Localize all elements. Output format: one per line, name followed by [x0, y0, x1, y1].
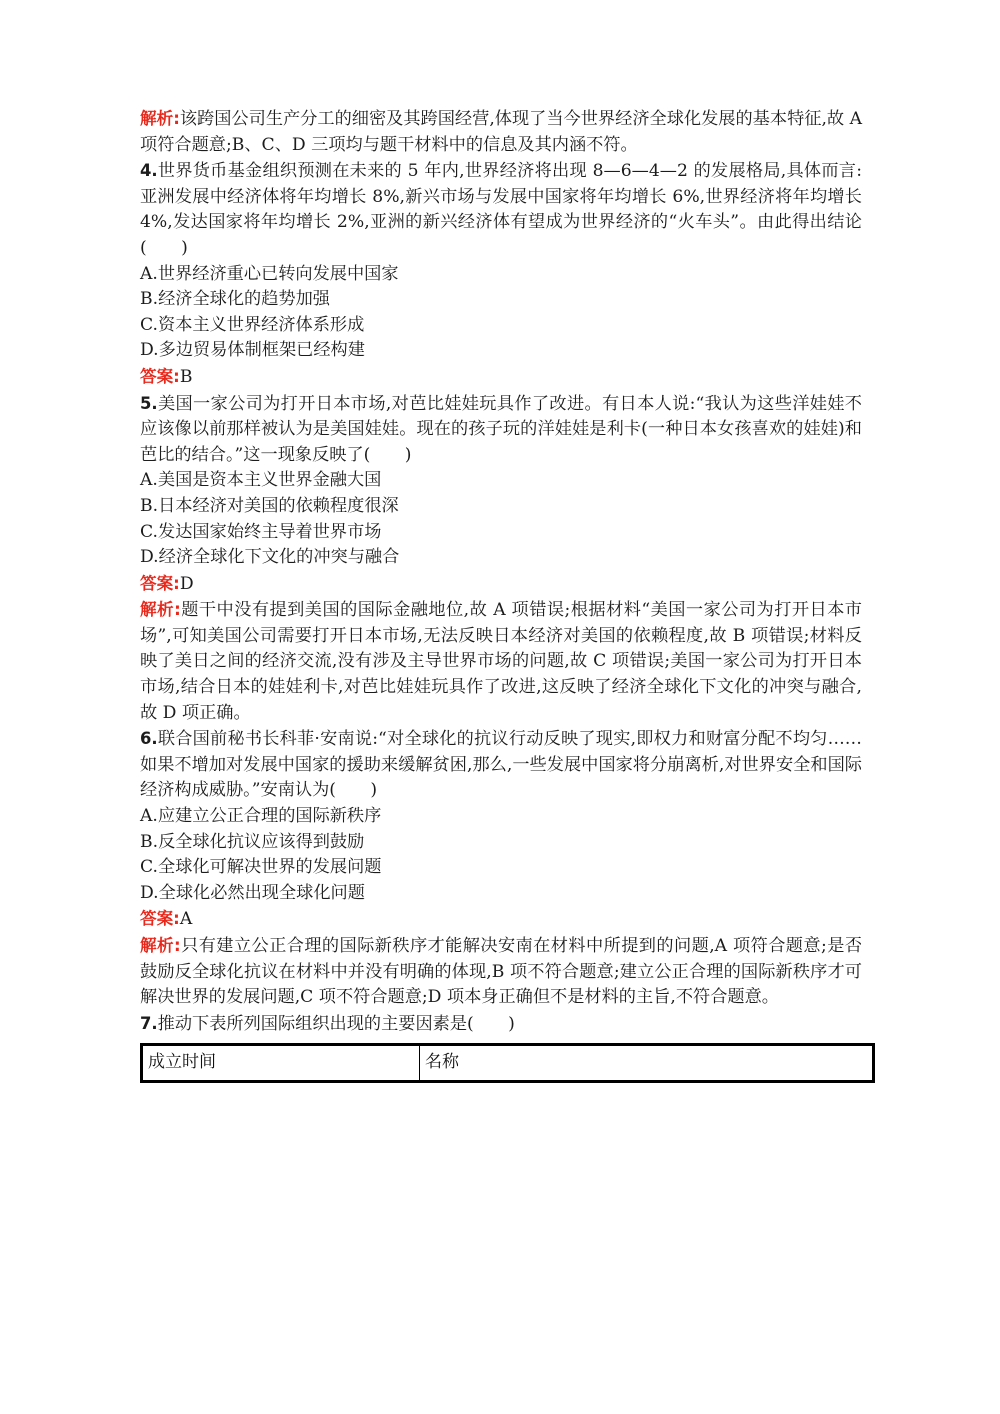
question-7-stem [140, 1011, 862, 1038]
question-7-number: 7. [140, 1013, 158, 1033]
question-6-option-a[interactable]: A.应建立公正合理的国际新秩序 [140, 806, 382, 827]
analysis-label: 解析: [140, 600, 181, 620]
analysis-text-q6: 只有建立公正合理的国际新秩序才能解决安南在材料中所提到的问题,A 项符合题意;是否鼓励反全球化抗议在材料中并没有明确的体现,B 项不符合题意;建立公正合理的国际新秩序才可解决世界的发展问题,C 项不符合题意;D 项本身正确但不是材料的主旨,不符合题意。 [140, 936, 863, 1008]
analysis-paragraph-q6 [140, 933, 862, 1011]
question-6-stem-text: 联合国前秘书长科菲·安南说:“对全球化的抗议行动反映了现实,即权力和财富分配不均匀……如果不增加对发展中国家的援助来缓解贫困,那么,一些发展中国家将分崩离析,对世界安全和国际经济构成威胁。”安南认为( ) [140, 729, 862, 801]
question-4-stem [140, 158, 862, 261]
answer-label: 答案: [140, 909, 180, 929]
question-6-stem [140, 726, 862, 804]
analysis-text-q3: 该跨国公司生产分工的细密及其跨国经营,体现了当今世界经济全球化发展的基本特征,故 A 项符合题意;B、C、D 三项均与题干材料中的信息及其内涵不符。 [140, 109, 862, 155]
question-6-option-c[interactable]: C.全球化可解决世界的发展问题 [140, 857, 382, 878]
question-4-number: 4. [140, 161, 158, 181]
table-header-row [142, 1045, 874, 1082]
question-5-stem-text: 美国一家公司为打开日本市场,对芭比娃娃玩具作了改进。有日本人说:“我认为这些洋娃娃不应该像以前那样被认为是美国娃娃。现在的孩子玩的洋娃娃是利卡(一种日本女孩喜欢的娃娃)和芭比的结合。”这一现象反映了( ) [140, 393, 862, 465]
table-header-organization-name: 名称 [420, 1045, 874, 1082]
question-5-option-d[interactable]: D.经济全球化下文化的冲突与融合 [140, 547, 400, 568]
question-4-option-b[interactable]: B.经济全球化的趋势加强 [140, 289, 330, 310]
question-5-option-a[interactable]: A.美国是资本主义世界金融大国 [140, 470, 382, 491]
question-4-option-c[interactable]: C.资本主义世界经济体系形成 [140, 314, 365, 335]
answer-label: 答案: [140, 573, 180, 593]
question-6-number: 6. [140, 729, 158, 749]
international-organizations-table-wrap [140, 1043, 848, 1083]
question-4-answer-letter: B [179, 366, 193, 387]
question-7-stem-text: 推动下表所列国际组织出现的主要因素是( ) [157, 1013, 515, 1034]
question-5-answer [140, 571, 862, 598]
question-6-answer [140, 906, 862, 933]
analysis-paragraph-q3 [140, 106, 862, 158]
analysis-label: 解析: [140, 109, 180, 128]
international-organizations-table [140, 1043, 875, 1083]
question-5-number: 5. [140, 393, 158, 413]
analysis-text-q5: 题干中没有提到美国的国际金融地位,故 A 项错误;根据材料“美国一家公司为打开日本市场”,可知美国公司需要打开日本市场,无法反映日本经济对美国的依赖程度,故 B 项错误;材料反映了美日之间的经济交流,没有涉及主导世界市场的问题,故 C 项错误;美国一家公司为打开日本市场,结合日本的娃娃利卡,对芭比娃娃玩具作了改进,这反映了经济全球化下文化的冲突与融合,故 D 项正确。 [140, 600, 862, 723]
question-4-option-a[interactable]: A.世界经济重心已转向发展中国家 [140, 263, 399, 284]
question-6-option-b[interactable]: B.反全球化抗议应该得到鼓励 [140, 831, 365, 852]
question-4-answer [140, 364, 862, 391]
question-5-option-c[interactable]: C.发达国家始终主导着世界市场 [140, 521, 382, 542]
question-6-answer-letter: A [179, 909, 193, 930]
question-5-stem [140, 391, 862, 469]
question-5-option-b[interactable]: B.日本经济对美国的依赖程度很深 [140, 495, 399, 516]
analysis-paragraph-q5 [140, 597, 862, 726]
question-5-answer-letter: D [179, 573, 194, 594]
question-4-stem-text: 世界货币基金组织预测在未来的 5 年内,世界经济将出现 8—6—4—2 的发展格局,具体而言:亚洲发展中经济体将年均增长 8%,新兴市场与发展中国家将年均增长 6%,世界经济将年均增长 4%,发达国家将年均增长 2%,亚洲的新兴经济体有望成为世界经济的“火车头”。由此得出结论( ) [140, 161, 862, 258]
analysis-label: 解析: [140, 936, 181, 955]
question-4-option-d[interactable]: D.多边贸易体制框架已经构建 [140, 340, 365, 361]
question-6-option-d[interactable]: D.全球化必然出现全球化问题 [140, 882, 365, 903]
document-content [140, 106, 862, 1083]
table-header-founding-time: 成立时间 [142, 1045, 420, 1082]
answer-label: 答案: [140, 366, 180, 386]
